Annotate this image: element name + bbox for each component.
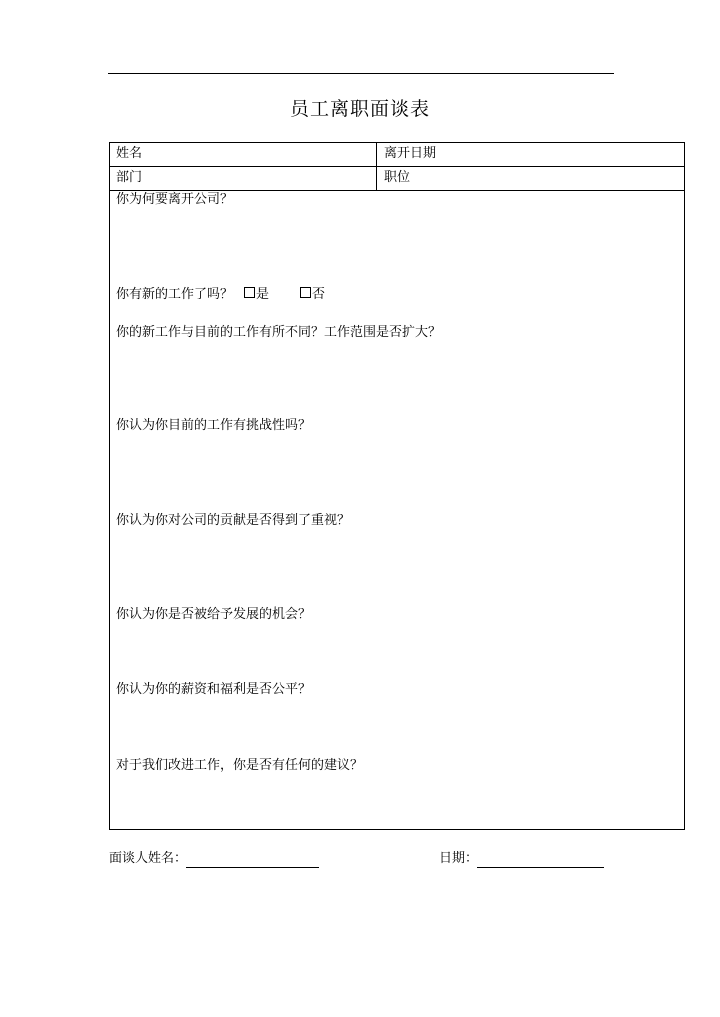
position-label: 职位 xyxy=(384,170,411,185)
option-yes-label: 是 xyxy=(256,287,270,302)
question-challenge: 你认为你目前的工作有挑战性吗？ xyxy=(116,418,312,433)
form-row-name xyxy=(110,143,684,167)
interview-form xyxy=(109,142,685,830)
date-label: 日期： xyxy=(439,851,479,866)
yes-checkbox[interactable] xyxy=(244,287,255,298)
department-label: 部门 xyxy=(116,170,143,185)
question-compensation: 你认为你的薪资和福利是否公平？ xyxy=(116,682,312,697)
option-no[interactable] xyxy=(300,287,325,303)
question-suggestions: 对于我们改进工作，你是否有任何的建议？ xyxy=(116,758,364,773)
question-job-difference: 你的新工作与目前的工作有所不同？工作范围是否扩大？ xyxy=(116,325,442,340)
interviewer-name-label: 面谈人姓名： xyxy=(109,851,188,866)
column-divider xyxy=(376,143,377,191)
interviewer-name-line[interactable] xyxy=(186,867,319,868)
option-no-label: 否 xyxy=(312,287,326,302)
name-label: 姓名 xyxy=(116,146,143,161)
question-contribution: 你认为你对公司的贡献是否得到了重视？ xyxy=(116,513,351,528)
question-new-job: 你有新的工作了吗？ xyxy=(116,287,234,302)
option-yes[interactable] xyxy=(244,287,269,303)
question-reason: 你为何要离开公司？ xyxy=(116,192,234,207)
date-line[interactable] xyxy=(477,867,604,868)
document-title: 员工离职面谈表 xyxy=(289,98,430,120)
question-development: 你认为你是否被给予发展的机会？ xyxy=(116,607,312,622)
no-checkbox[interactable] xyxy=(300,287,311,298)
leave-date-label: 离开日期 xyxy=(384,146,437,161)
form-row-department xyxy=(110,167,684,191)
top-rule xyxy=(108,73,614,74)
